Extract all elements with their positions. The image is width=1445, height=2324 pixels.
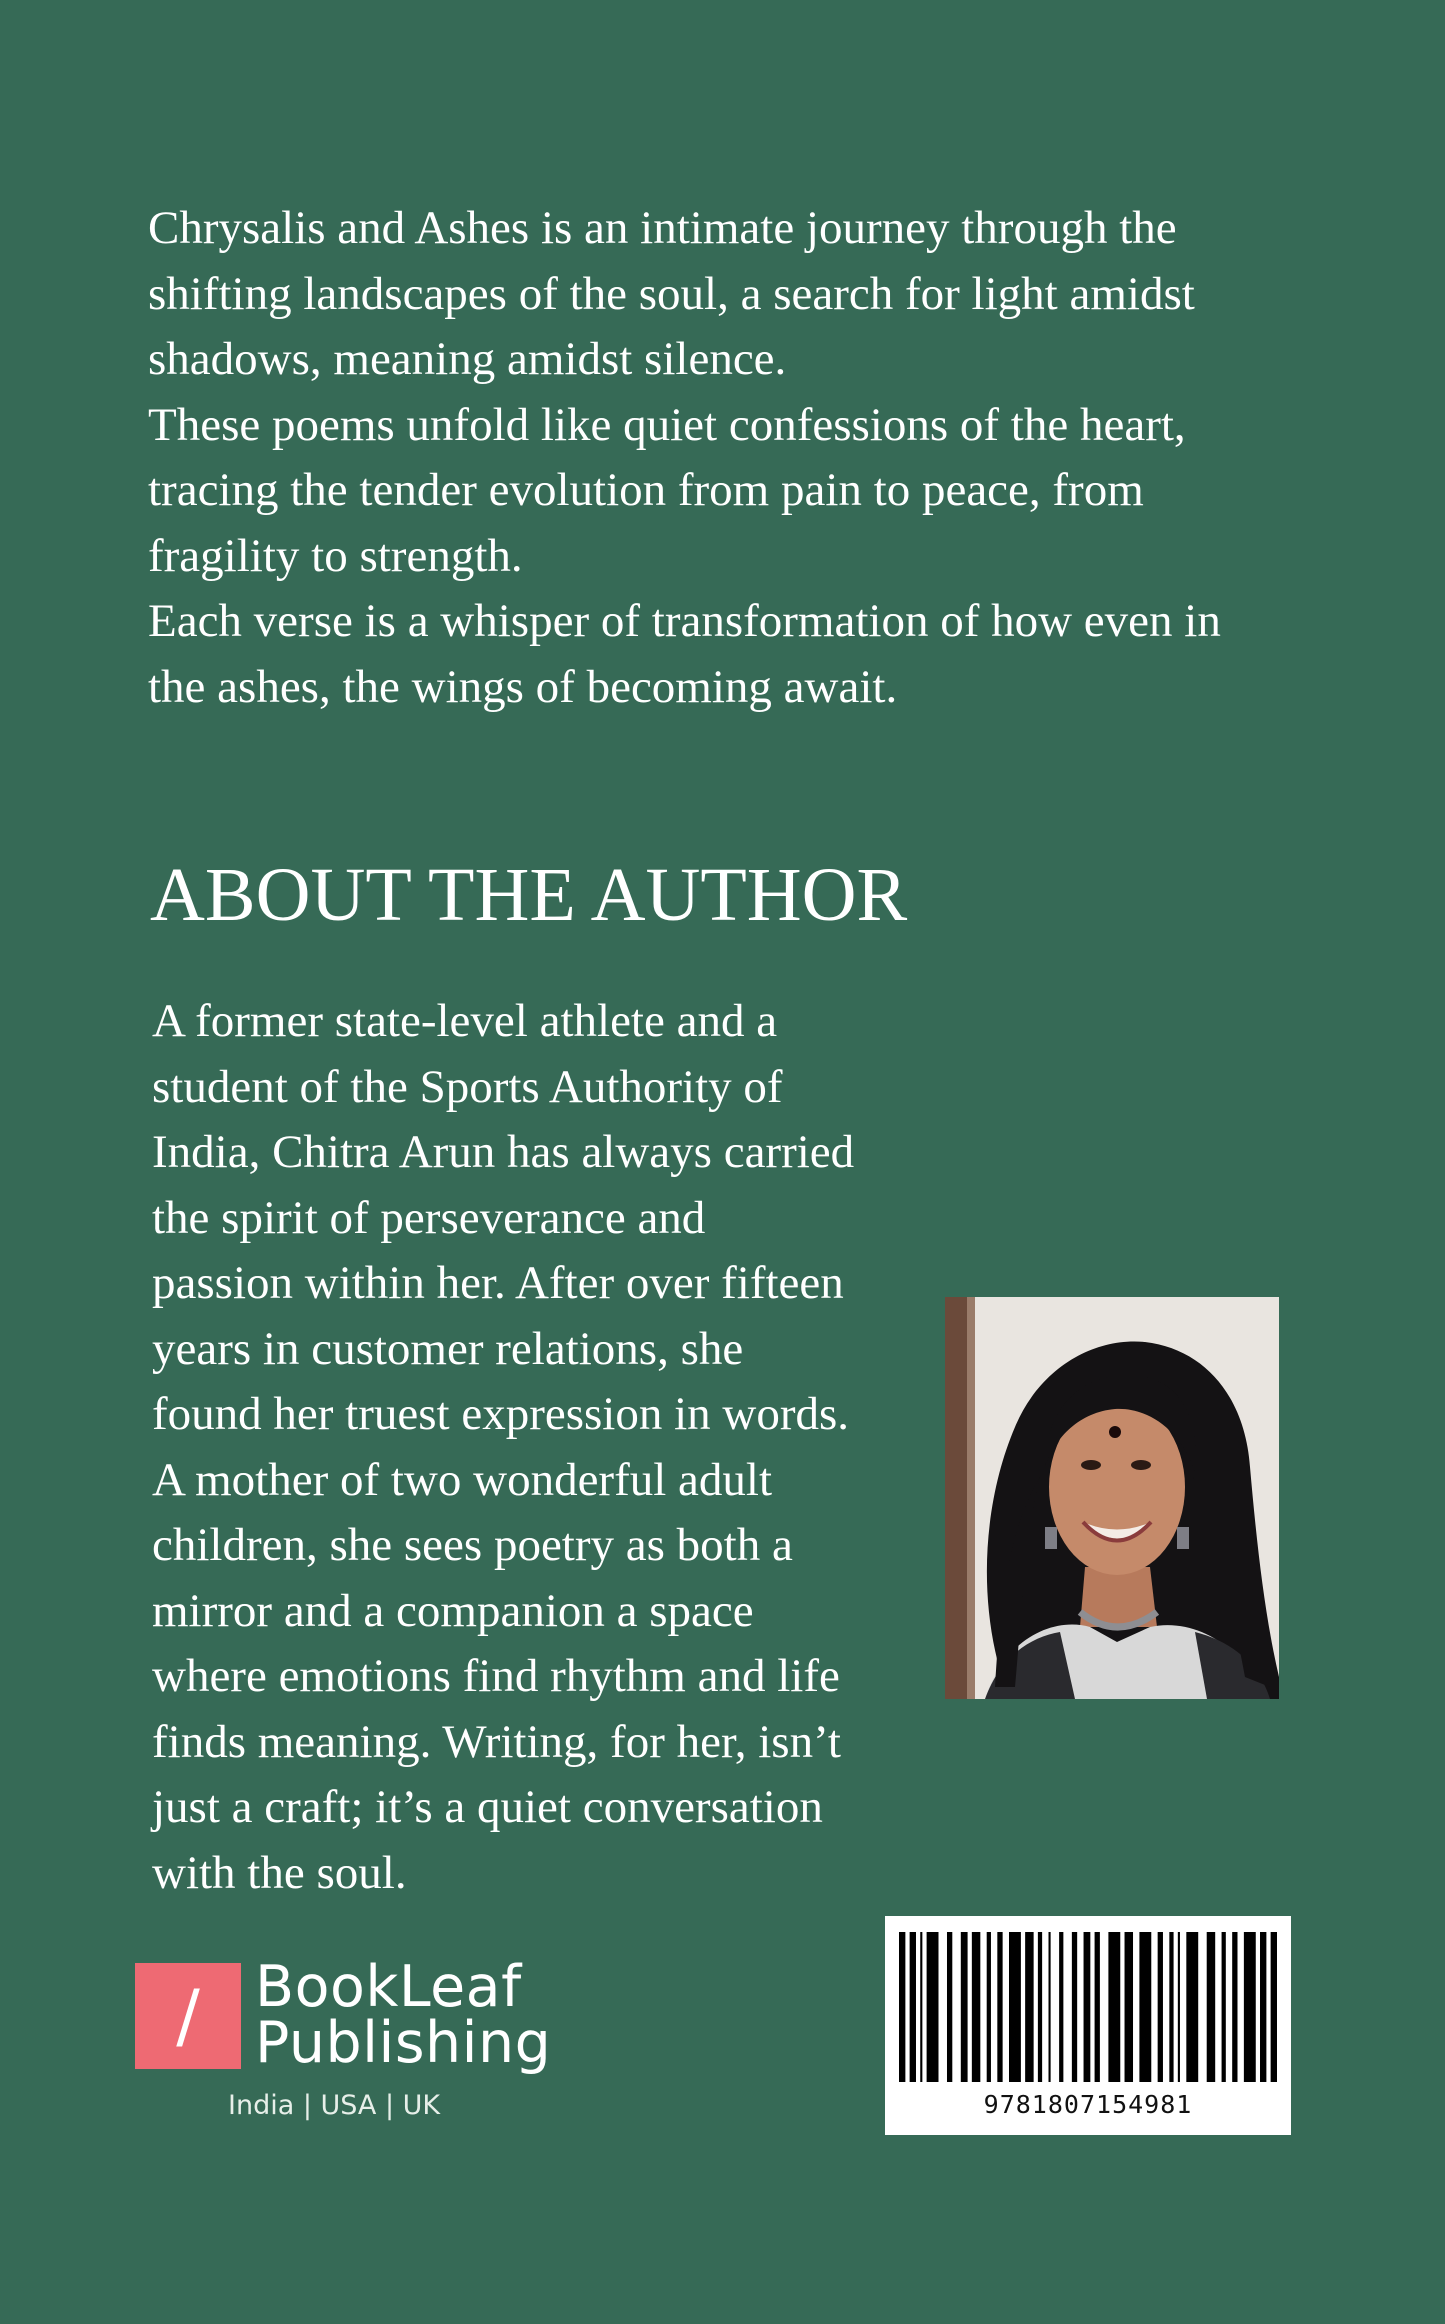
barcode-bar	[1207, 1932, 1215, 2082]
blurb-line: fragility to strength.	[148, 529, 523, 582]
barcode-bar	[910, 1932, 916, 2082]
barcode-bar	[1038, 1932, 1042, 2082]
bio-line: the spirit of perseverance and	[152, 1191, 706, 1244]
publisher-logo	[135, 1954, 555, 2143]
blurb-line: tracing the tender evolution from pain to peace, from	[148, 464, 1144, 516]
bio-line: A mother of two wonderful adult	[152, 1453, 773, 1506]
barcode-bar	[987, 1932, 991, 2082]
blurb-line: These poems unfold like quiet confessions of the heart,	[148, 398, 1186, 451]
blurb-line: Chrysalis and Ashes is an intimate journey through the	[148, 202, 1177, 254]
barcode-bar	[927, 1932, 939, 2082]
barcode-bar	[1169, 1932, 1173, 2082]
bio-line: student of the Sports Authority of	[152, 1060, 783, 1113]
barcode-bar	[1049, 1932, 1051, 2082]
bio-line: finds meaning. Writing, for her, isn’t	[152, 1715, 841, 1768]
isbn-barcode	[885, 1916, 1291, 2135]
bio-line: children, she sees poetry as both a	[152, 1519, 793, 1571]
barcode-bar	[1222, 1932, 1226, 2082]
author-photo	[945, 1297, 1279, 1699]
barcode-bar	[1095, 1932, 1100, 2082]
bio-line: with the soul.	[152, 1846, 407, 1899]
barcode-bar	[1125, 1932, 1133, 2082]
bio-line: years in customer relations, she	[152, 1322, 744, 1375]
about-author-heading: ABOUT THE AUTHOR	[150, 853, 908, 937]
barcode-bar	[1244, 1932, 1256, 2082]
barcode-bar	[1260, 1932, 1266, 2082]
blurb-line: Each verse is a whisper of transformation of how even in	[148, 595, 1221, 647]
blurb-line: shadows, meaning amidst silence.	[148, 333, 787, 385]
blurb-line: the ashes, the wings of becoming await.	[148, 660, 898, 713]
author-bio	[152, 989, 912, 1906]
barcode-bar	[1084, 1932, 1091, 2082]
isbn-number: 9781807154981	[983, 2090, 1193, 2119]
barcode-bar	[899, 1932, 905, 2082]
publisher-name-line2: Publishing	[255, 2010, 552, 2076]
barcode-bar	[1009, 1932, 1021, 2082]
barcode-bar	[1178, 1932, 1180, 2082]
barcode-bar	[1108, 1932, 1120, 2082]
blurb-line: shifting landscapes of the soul, a search for light amidst	[148, 267, 1195, 320]
barcode-bar	[1072, 1932, 1077, 2082]
bio-line: where emotions find rhythm and life	[152, 1650, 840, 1702]
barcode-bar	[1059, 1932, 1063, 2082]
barcode-bar	[1186, 1932, 1198, 2082]
barcode-bar	[961, 1932, 968, 2082]
barcode-bar	[947, 1932, 952, 2082]
barcode-bar	[920, 1932, 922, 2082]
barcode-bar	[1158, 1932, 1163, 2082]
bio-line: found her truest expression in words.	[152, 1388, 850, 1440]
barcode-bar	[997, 1932, 1002, 2082]
bio-line: passion within her. After over fifteen	[152, 1257, 844, 1309]
barcode-bar	[972, 1932, 980, 2082]
book-blurb	[148, 196, 1328, 720]
bio-line: just a craft; it’s a quiet conversation	[152, 1781, 823, 1833]
bio-line: India, Chitra Arun has always carried	[152, 1126, 855, 1178]
publisher-name-line1: BookLeaf	[255, 1954, 522, 2020]
bio-line: A former state-level athlete and a	[152, 995, 778, 1047]
barcode-bar	[1139, 1932, 1151, 2082]
logo-slash-mark: /	[176, 1975, 200, 2057]
bio-line: mirror and a companion a space	[152, 1584, 754, 1637]
publisher-regions: India | USA | UK	[228, 2090, 441, 2121]
barcode-bar	[1232, 1932, 1237, 2082]
barcode-bar	[1271, 1932, 1277, 2082]
barcode-bar	[1025, 1932, 1033, 2082]
